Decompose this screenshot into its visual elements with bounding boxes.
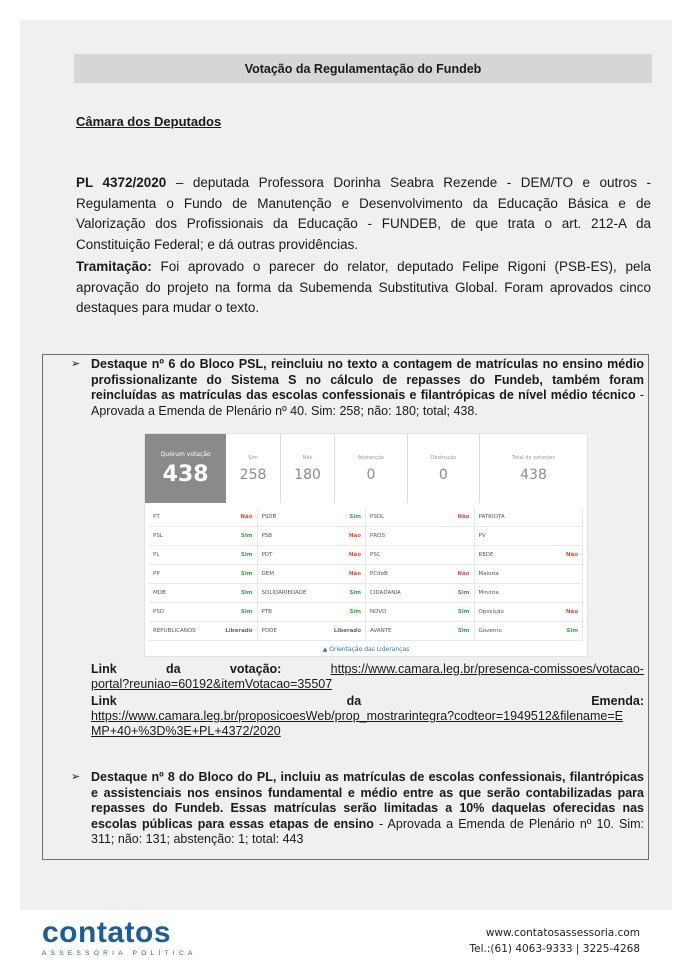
party-cell <box>258 508 367 527</box>
party-name: DEM <box>261 571 274 577</box>
stat-value: 258 <box>239 466 267 483</box>
party-vote: Sim <box>240 590 253 596</box>
party-name: CIDADANIA <box>370 590 401 596</box>
vote-link-label-3: votação: <box>229 662 282 676</box>
logo-subtitle: ASSESSORIA POLÍTICA <box>42 950 197 957</box>
stat-total <box>480 434 587 503</box>
footer-phone: Tel.:(61) 4063-9333 | 3225-4268 <box>469 943 640 955</box>
party-name: PP <box>153 571 160 577</box>
party-name: MDB <box>153 590 166 596</box>
party-cell <box>149 565 258 584</box>
stat-value: 0 <box>438 466 448 483</box>
party-vote: Não <box>457 514 470 520</box>
vote-link-label-2: da <box>166 662 181 676</box>
party-vote: Sim <box>349 514 361 520</box>
party-vote: Não <box>348 571 361 577</box>
party-name: PCdoB <box>370 571 388 577</box>
party-name: Maioria <box>478 571 499 577</box>
vote-url-part-2[interactable]: portal?reuniao=60192&itemVotacao=35507 <box>91 677 333 691</box>
stat-label: Não <box>302 454 313 461</box>
party-name: REPUBLICANOS <box>153 628 196 634</box>
party-vote: Não <box>348 552 361 558</box>
vote-link-label-1: Link <box>91 662 117 676</box>
emenda-link-label-1: Link <box>91 694 117 708</box>
party-name: PV <box>478 533 486 539</box>
destaque-2-bold: Destaque nº 8 do Bloco do PL, incluiu as matrículas de escolas confessionais, filantrópicas e assistenciais nos ensinos fundamental e médio entre as que serão contabilizadas para repasses do Fundeb. Essas matrículas serão limitadas a 10% daquelas oferecidas nas escolas públicas para essas etapas de ensino <box>91 770 644 831</box>
party-name: NOVO <box>370 609 387 615</box>
party-cell <box>258 546 367 565</box>
party-cell <box>366 527 475 546</box>
party-orientation-grid <box>149 508 583 641</box>
pl-label: PL 4372/2020 <box>76 175 167 190</box>
party-name: Oposição <box>478 609 504 615</box>
party-name: PSB <box>261 533 273 539</box>
party-cell <box>366 546 475 565</box>
party-cell <box>366 622 475 641</box>
party-vote: Sim <box>240 552 253 558</box>
party-cell <box>258 527 367 546</box>
party-vote: Sim <box>566 628 578 634</box>
contatos-logo <box>42 918 197 957</box>
stat-value: 0 <box>366 466 376 483</box>
party-name: PT <box>153 514 160 520</box>
party-name: PATRIOTA <box>478 514 505 520</box>
party-vote: Sim <box>457 628 470 634</box>
party-cell <box>366 565 475 584</box>
party-name: REDE <box>478 552 494 558</box>
party-name: PROS <box>370 533 385 539</box>
stat-value: 438 <box>520 466 547 483</box>
emenda-link-line <box>91 694 644 739</box>
stat-label: Abstenção <box>357 454 385 461</box>
party-cell <box>475 565 584 584</box>
party-cell <box>475 584 584 603</box>
party-name: Minoria <box>478 590 499 596</box>
footer-website[interactable]: www.contatosassessoria.com <box>485 927 640 939</box>
document-title-text: Votação da Regulamentação do Fundeb <box>244 61 482 76</box>
party-name: PSD <box>153 609 165 615</box>
vote-link-line <box>91 662 644 692</box>
party-vote: Não <box>240 514 253 520</box>
party-cell <box>258 603 367 622</box>
emenda-link-label-2: da <box>346 694 362 708</box>
party-vote: Sim <box>240 533 253 539</box>
party-cell <box>258 584 367 603</box>
party-cell <box>475 508 584 527</box>
party-name: AVANTE <box>370 628 392 634</box>
stat-sim <box>226 434 281 503</box>
footer-contact <box>470 925 640 957</box>
party-cell <box>475 622 584 641</box>
quorum-value: 438 <box>162 461 209 487</box>
party-name: SOLIDARIEDADE <box>261 590 307 596</box>
pl-text: – deputada Professora Dorinha Seabra Rezende - DEM/TO e outros - Regulamenta o Fundo de Manutenção e Desenvolvimento da Educação Básica e de Valorização dos Profissionais da Educação - FUNDEB, de que trata o art. 212-A da Constituição Federal; e dá outras providências. <box>76 175 651 252</box>
bullet-arrow-icon: ➢ <box>71 358 81 370</box>
emenda-link-label-3: Emenda: <box>591 694 644 708</box>
party-cell <box>475 546 584 565</box>
section-heading: Câmara dos Deputados <box>76 114 222 129</box>
party-cell <box>149 603 258 622</box>
party-cell <box>366 603 475 622</box>
party-name: Governo <box>478 628 502 634</box>
party-vote: Sim <box>457 609 470 615</box>
logo-wordmark: contatos <box>42 916 172 949</box>
party-cell <box>258 565 367 584</box>
party-vote: Sim <box>349 609 361 615</box>
destaque-1-bold: Destaque nº 6 do Bloco PSL, reincluiu no texto a contagem de matrículas no ensino médio profissionalizante do Sistema S no cálculo de repasses do Fundeb, também foram reincluídas as matrículas das escolas confessionais e filantrópicas de nível médio técnico <box>91 357 644 402</box>
party-cell <box>366 508 475 527</box>
party-cell <box>149 584 258 603</box>
stat-nao <box>281 434 336 503</box>
party-vote: Liberado <box>333 628 361 634</box>
party-name: PSDB <box>261 514 277 520</box>
stat-label: Sim <box>248 454 258 461</box>
orientation-link[interactable]: ▲ Orientação das Lideranças <box>322 646 410 653</box>
emenda-url-part-1[interactable]: https://www.camara.leg.br/proposicoesWeb/prop_mostrarintegra?codteor=1949512&filename=E <box>91 709 624 723</box>
destaque-1-text: - Aprovada a Emenda de Plenário nº 40. Sim: 258; não: 180; total; 438. <box>91 388 644 418</box>
party-cell <box>149 527 258 546</box>
party-vote: Sim <box>457 590 470 596</box>
party-name: PSOL <box>370 514 385 520</box>
party-name: PDT <box>261 552 273 558</box>
party-cell <box>258 622 367 641</box>
party-name: PSC <box>370 552 381 558</box>
party-cell <box>149 622 258 641</box>
party-cell <box>149 546 258 565</box>
stat-abstencao <box>335 434 407 503</box>
party-name: PSL <box>153 533 163 539</box>
quorum-box <box>145 434 226 503</box>
vote-result-panel <box>144 433 588 657</box>
party-vote: Não <box>565 552 578 558</box>
party-name: PTB <box>261 609 272 615</box>
party-vote: Não <box>565 609 578 615</box>
party-cell <box>149 508 258 527</box>
party-cell <box>475 527 584 546</box>
party-name: PODE <box>261 628 277 634</box>
party-vote: Liberado <box>225 628 253 634</box>
stat-label: Total de votantes <box>512 454 555 461</box>
party-cell <box>366 584 475 603</box>
tramitacao-label: Tramitação: <box>76 259 152 274</box>
party-vote: Não <box>348 533 361 539</box>
vote-url-part-1[interactable]: https://www.camara.leg.br/presenca-comissoes/votacao- <box>330 662 644 676</box>
party-vote: Sim <box>240 571 253 577</box>
destaque-item-1 <box>71 357 644 419</box>
party-cell <box>475 603 584 622</box>
tramitacao-paragraph <box>76 257 651 319</box>
destaque-2-text: - Aprovada a Emenda de Plenário nº 10. Sim: 311; não: 131; abstenção: 1; total: 443 <box>91 816 644 846</box>
quorum-label: Quórum votação <box>160 450 211 458</box>
stat-obstrucao <box>408 434 480 503</box>
pl-paragraph <box>76 173 651 255</box>
destaque-item-2 <box>71 770 644 848</box>
emenda-url-part-2[interactable]: MP+40+%3D%3E+PL+4372/2020 <box>91 724 281 738</box>
tramitacao-text: Foi aprovado o parecer do relator, deputado Felipe Rigoni (PSB-ES), pela aprovação do projeto na forma da Subemenda Substitutiva Global. Foram aprovados cinco destaques para mudar o texto. <box>76 259 651 315</box>
party-vote: Sim <box>349 590 361 596</box>
stat-label: Obstrução <box>430 454 457 461</box>
document-title <box>74 54 652 83</box>
party-vote: Não <box>457 571 470 577</box>
stat-value: 180 <box>294 466 321 483</box>
party-name: PL <box>153 552 160 558</box>
party-vote: Sim <box>240 609 253 615</box>
bullet-arrow-icon: ➢ <box>71 771 81 783</box>
vote-stats-row <box>145 434 587 503</box>
